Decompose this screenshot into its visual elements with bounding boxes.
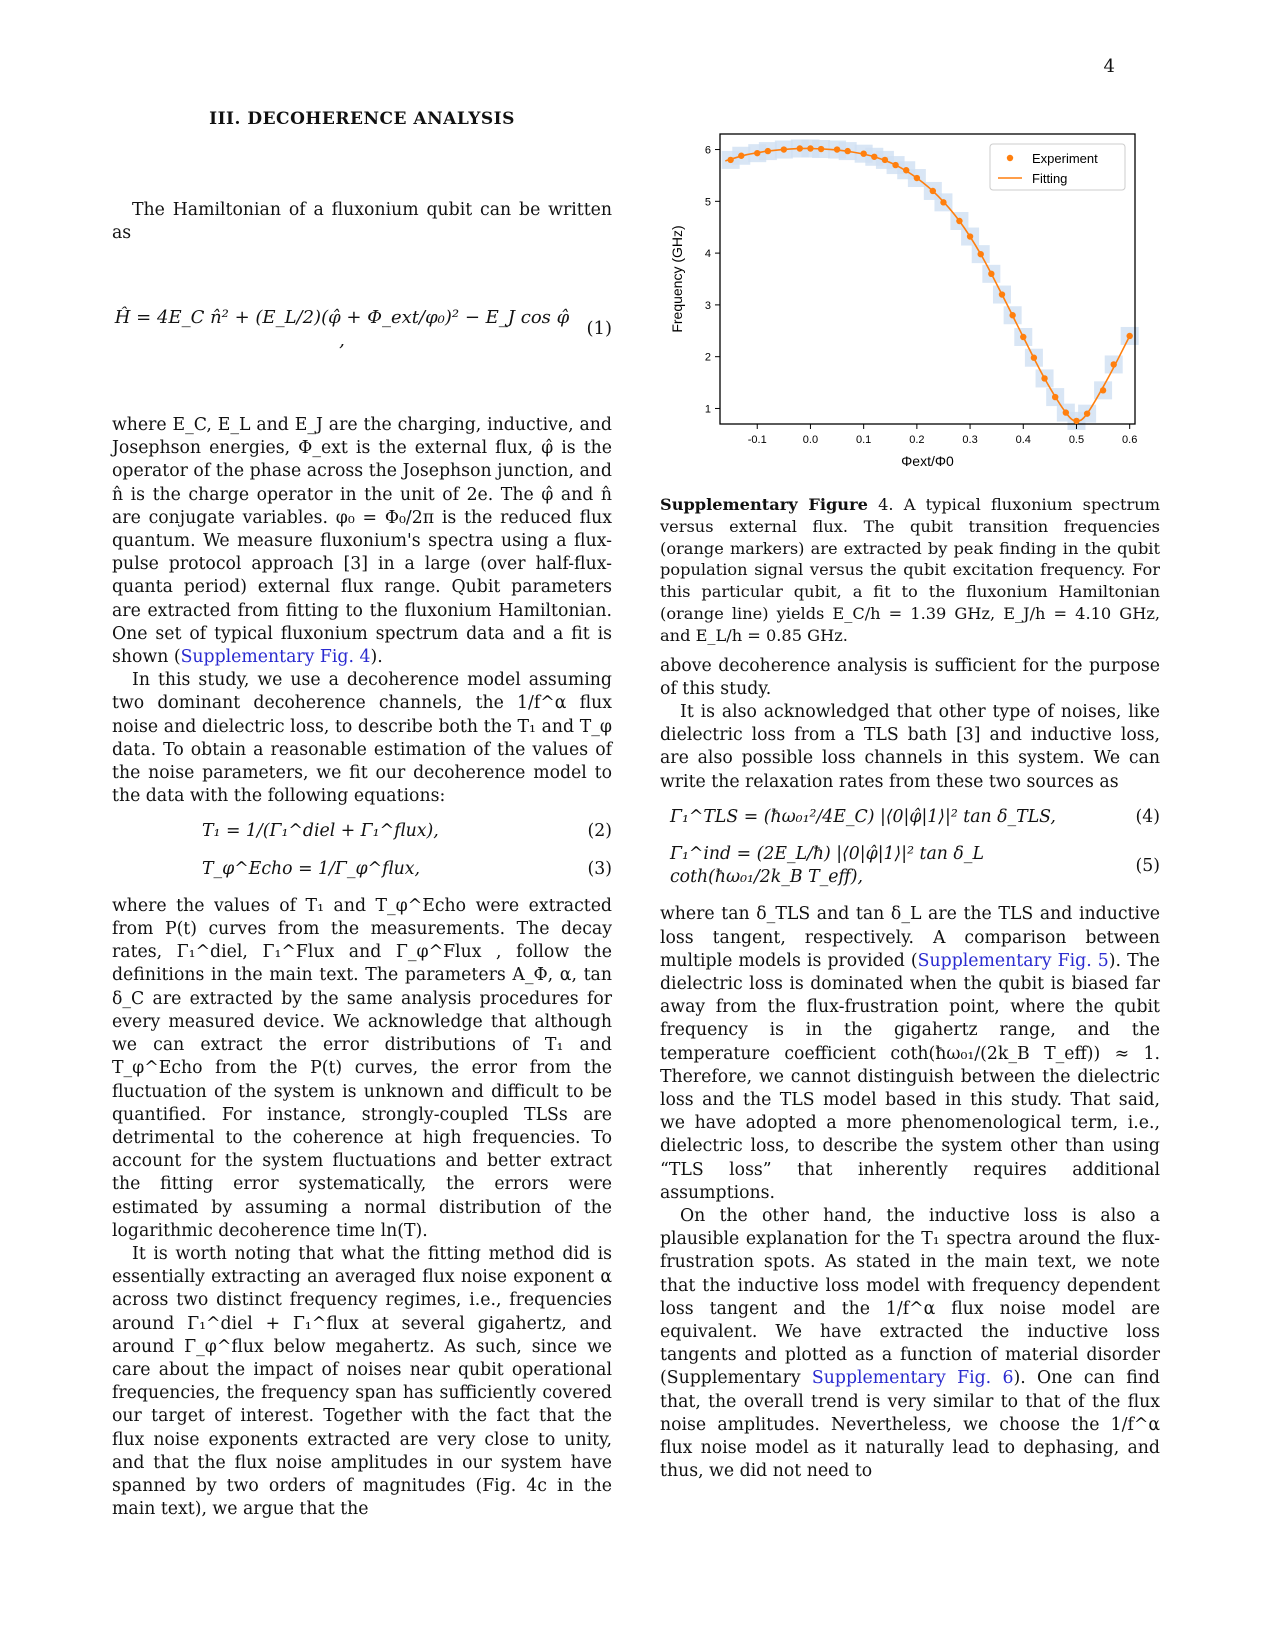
y-tick-label: 4 (704, 248, 711, 261)
y-tick-label: 6 (704, 144, 711, 157)
left-column (112, 108, 612, 1521)
experiment-point (754, 150, 760, 156)
supplementary-fig-6-link[interactable]: Supplementary Fig. 6 (811, 1368, 1014, 1389)
paragraph-text: where E_C, E_L and E_J are the charging, inductive, and Josephson energies, Φ_ext is the external flux, φ̂ is the operator of the phase across the Josephson junction, and n̂ is the charge operator in the unit of 2e. The φ̂ and n̂ are conjugate variables. φ₀ = Φ₀/2π is the reduced flux quantum. We measure fluxonium's spectra using a flux-pulse protocol approach [3] in a large (over half-flux-quanta period) external flux range. Qubit parameters are extracted from fitting to the fluxonium Hamiltonian. One set of typical fluxonium spectrum data and a fit is shown ( (112, 415, 612, 668)
paragraph-text-end: ). (370, 647, 383, 668)
experiment-point (967, 233, 973, 239)
equation-4-number: (4) (1135, 806, 1160, 827)
experiment-point (807, 145, 813, 151)
equation-5 (660, 843, 1160, 889)
equation-3-number: (3) (587, 858, 612, 879)
spectrum-chart (660, 124, 1160, 484)
legend-experiment-label: Experiment (1032, 151, 1098, 166)
experiment-point (988, 271, 994, 277)
x-tick-label: -0.1 (747, 434, 767, 446)
paragraph-flux-noise-exponent: It is worth noting that what the fitting method did is essentially extracting an averaged flux noise exponent α across two distinct frequency regimes, i.e., frequencies around Γ₁^diel + Γ₁^flux at several gigahertz, and around Γ_φ^flux below megahertz. As such, since we care about the impact of noises near qubit operational frequencies, the frequency span has sufficiently covered our target of interest. Together with the fact that the flux noise exponents extracted are very close to unity, and that the flux noise amplitudes in our system have spanned by two orders of magnitudes (Fig. 4c in the main text), we argue that the (112, 1243, 612, 1520)
experiment-point (1063, 409, 1069, 415)
experiment-point (834, 146, 840, 152)
experiment-point (956, 218, 962, 224)
experiment-point (871, 154, 877, 160)
experiment-point (1041, 375, 1047, 381)
x-tick-label: 0.5 (1068, 434, 1085, 446)
y-tick-label: 3 (704, 299, 711, 312)
y-tick-label: 1 (704, 403, 711, 416)
paragraph-text-end: ). One can find that, the overall trend is very similar to that of the flux noise amplitudes. Nevertheless, we choose the 1/f^α flux noise model as it naturally lead to dephasing, and thus, we did not need to (660, 1368, 1160, 1482)
equation-2-number: (2) (587, 821, 612, 842)
x-tick-label: 0.4 (1015, 434, 1031, 446)
figure-spectrum (660, 124, 1160, 484)
x-tick-label: 0.1 (856, 434, 872, 446)
figure-caption (660, 494, 1160, 647)
legend-experiment-marker (1007, 155, 1013, 161)
paragraph-fitting-errors: where the values of T₁ and T_φ^Echo were extracted from P(t) curves from the measurements. The decay rates, Γ₁^diel, Γ₁^Flux and Γ_φ^Flux , follow the definitions in the main text. The parameters A_Φ, α, tan δ_C are extracted by the same analysis procedures for every measured device. We acknowledge that although we can extract the error distributions of T₁ and T_φ^Echo from the P(t) curves, the error from the fluctuation of the system is unknown and difficult to be quantified. For instance, strongly-coupled TLSs are detrimental to the coherence at high frequencies. To account for the system fluctuations and better extract the fitting error systematically, the errors were estimated by assuming a normal distribution of the logarithmic decoherence time ln(T). (112, 895, 612, 1241)
equation-5-expr: Γ₁^ind = (2E_L/ħ) |⟨0|φ̂|1⟩|² tan δ_L coth(ħω₀₁/2k_B T_eff), (670, 844, 984, 888)
experiment-point (978, 251, 984, 257)
experiment-point (1126, 333, 1132, 339)
right-column (660, 112, 1160, 1483)
experiment-point (1084, 410, 1090, 416)
paragraph-text: where tan δ_TLS and tan δ_L are the TLS and inductive loss tangent, respectively. A comparison between multiple models is provided ( (660, 904, 1160, 971)
experiment-point (1111, 361, 1117, 367)
experiment-point (727, 157, 733, 163)
experiment-point (882, 157, 888, 163)
experiment-point (765, 148, 771, 154)
experiment-point (797, 145, 803, 151)
page-number: 4 (1103, 56, 1115, 77)
experiment-point (999, 291, 1005, 297)
experiment-point (1020, 334, 1026, 340)
x-tick-label: 0.2 (909, 434, 925, 446)
equation-4 (660, 806, 1160, 829)
equation-5-number: (5) (1135, 855, 1160, 876)
experiment-point (860, 150, 866, 156)
experiment-point (892, 162, 898, 168)
caption-text: A typical fluxonium spectrum versus external flux. The qubit transition frequencies (orange markers) are extracted by peak finding in the qubit population signal versus the qubit excitation frequency. For this particular qubit, a fit to the fluxonium Hamiltonian (orange line) yields E_C/h = 1.39 GHz, E_J/h = 4.10 GHz, and E_L/h = 0.85 GHz. (660, 495, 1160, 645)
experiment-point (818, 146, 824, 152)
section-title: III. DECOHERENCE ANALYSIS (209, 109, 515, 129)
experiment-point (844, 148, 850, 154)
experiment-point (1009, 312, 1015, 318)
experiment-point (1073, 418, 1079, 424)
x-axis-label: Φext/Φ0 (901, 453, 954, 469)
legend-fitting-label: Fitting (1032, 171, 1068, 186)
experiment-point (914, 175, 920, 181)
experiment-point (930, 188, 936, 194)
experiment-point (738, 153, 744, 159)
equation-1-expr: Ĥ = 4E_C n̂² + (E_L/2)(φ̂ + Φ_ext/φ₀)² − E_J cos φ̂ , (114, 306, 570, 351)
caption-label: Supplementary Figure (660, 495, 868, 514)
x-tick-label: 0.6 (1122, 434, 1138, 446)
equation-3 (112, 858, 612, 881)
supplementary-fig-4-link[interactable]: Supplementary Fig. 4 (180, 647, 371, 668)
caption-number: 4. (867, 495, 894, 514)
x-tick-label: 0.0 (802, 434, 819, 446)
equation-1 (112, 306, 612, 352)
equation-2 (112, 820, 612, 843)
x-tick-label: 0.3 (962, 434, 978, 446)
experiment-point (1031, 355, 1037, 361)
paragraph-text-end: ). The dielectric loss is dominated when the qubit is biased far away from the flux-frustration point, where the qubit frequency is in the gigahertz range, and the temperature coefficient coth(ħω₀₁/(2k_B T_eff)) ≈ 1. Therefore, we cannot distinguish between the dielectric loss and the TLS model based in this study. That said, we have adopted a more phenomenological term, i.e., dielectric loss, to describe the system other than using “TLS loss” that inherently requires additional assumptions. (660, 950, 1160, 1203)
experiment-point (781, 146, 787, 152)
experiment-point (903, 167, 909, 173)
y-axis-label: Frequency (GHz) (669, 225, 685, 333)
equation-2-expr: T₁ = 1/(Γ₁^diel + Γ₁^flux), (202, 821, 439, 842)
y-tick-label: 2 (704, 351, 711, 364)
paragraph-text: On the other hand, the inductive loss is also a plausible explanation for the T₁ spectra around the flux-frustration spots. As stated in the main text, we note that the inductive loss model with frequency dependent loss tangent and the 1/f^α flux noise model are equivalent. We have extracted the inductive loss tangents and plotted as a function of material disorder (Supplementary (660, 1206, 1160, 1389)
paragraph-loss-tangents (660, 903, 1160, 1205)
paragraph-hamiltonian-definitions (112, 414, 612, 669)
equation-3-expr: T_φ^Echo = 1/Γ_φ^flux, (202, 858, 420, 879)
equation-4-expr: Γ₁^TLS = (ħω₀₁²/4E_C) |⟨0|φ̂|1⟩|² tan δ_TLS, (670, 806, 1056, 827)
experiment-point (1052, 394, 1058, 400)
supplementary-fig-5-link[interactable]: Supplementary Fig. 5 (917, 950, 1109, 971)
experiment-point (940, 199, 946, 205)
intro-paragraph: The Hamiltonian of a fluxonium qubit can be written as (112, 200, 612, 244)
paragraph-continuation: above decoherence analysis is sufficient for the purpose of this study. (660, 655, 1160, 699)
paragraph-other-noises: It is also acknowledged that other type of noises, like dielectric loss from a TLS bath [3] and inductive loss, are also possible loss channels in this system. We can write the relaxation rates from these two sources as (660, 701, 1160, 792)
y-tick-label: 5 (704, 196, 711, 209)
paragraph-inductive-loss (660, 1205, 1160, 1483)
paragraph-decoherence-model: In this study, we use a decoherence model assuming two dominant decoherence channels, the 1/f^α flux noise and dielectric loss, to describe both the T₁ and T_φ data. To obtain a reasonable estimation of the values of the noise parameters, we fit our decoherence model to the data with the following equations: (112, 670, 612, 807)
experiment-point (1100, 387, 1106, 393)
equation-1-number: (1) (586, 318, 612, 340)
